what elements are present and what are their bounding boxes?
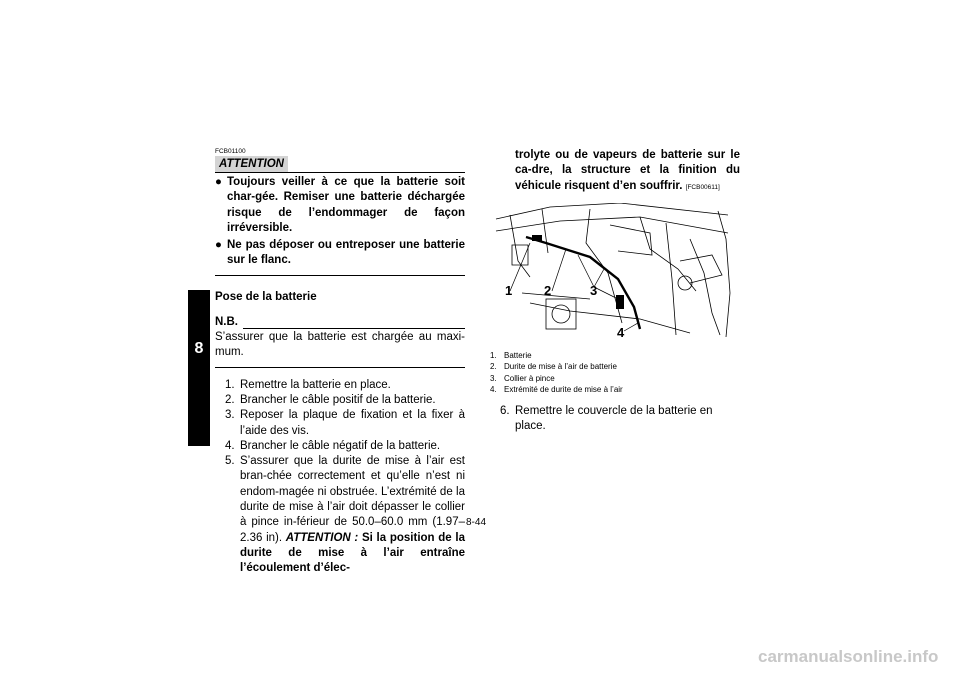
attention-bullet (215, 238, 465, 269)
list-item: 4. Brancher le câble négatif de la batterie. (225, 439, 441, 452)
list-item: 3. Collier à pince (490, 373, 555, 383)
right-column (490, 148, 740, 434)
callout-3: 3 (590, 282, 598, 298)
list-item: 1. Batterie (490, 350, 532, 360)
bullet-text: Toujours veiller à ce que la batterie soit char-gée. Remiser une batterie déchargée risque de l’endommager de façon irréversible. (227, 176, 465, 234)
left-column (215, 148, 465, 577)
note-text: S’assurer que la batterie est chargée au maxi-mum. (215, 331, 465, 359)
continued-attention (490, 148, 740, 195)
list-item: 2. Durite de mise à l’air de batterie (490, 362, 617, 372)
inline-attention-text: Si la position de la durite de mise à l’air entraîne l’écoulement d’élec- (240, 531, 465, 575)
section-heading: Pose de la batterie (215, 290, 317, 303)
frame-drawing (490, 203, 735, 338)
watermark: carmanualsonline.info (758, 647, 939, 666)
callout-4: 4 (617, 324, 625, 338)
bullet-icon: ● (215, 176, 222, 188)
note-end-rule (215, 367, 465, 368)
bullet-text: Ne pas déposer ou entreposer une batterie sur le flanc. (227, 239, 465, 267)
battery-illustration (490, 203, 735, 338)
continued-code: [FCB00611] (685, 183, 720, 191)
list-item: 5. S’assurer que la durite de mise à l’air est bran-chée correctement et qu’elle n’est ni endom-magée ni obstruée. L’extrémité de la durite de mise à l’air doit dépasser le collier à pince in-férieur de 50.0–60.0 mm (1.97–2.36 in). ATTENTION : Si la position de la durite de mise à l’air entraîne l’écoulement d’élec- (225, 455, 465, 575)
attention-rule (215, 172, 465, 173)
note-label: N.B. (215, 315, 240, 330)
list-item: 1. Remettre la batterie en place. (225, 378, 391, 391)
list-item: 2. Brancher le câble positif de la batterie. (225, 393, 436, 406)
continued-text: trolyte ou de vapeurs de batterie sur le ca-dre, la structure et la finition du véhicule risquent d’en souffrir. (515, 149, 740, 192)
page-number: 8-44 (466, 517, 487, 528)
attention-label: ATTENTION (215, 156, 288, 172)
attention-header (215, 156, 465, 173)
list-item: 3. Reposer la plaque de fixation et la fixer à l’aide des vis. (225, 409, 465, 437)
chapter-tab (188, 290, 210, 446)
attention-end-rule (215, 275, 465, 276)
inline-attention-label: ATTENTION : (285, 531, 359, 544)
note-header (215, 315, 465, 330)
attention-code: FCB01100 (215, 148, 246, 155)
step-text: Remettre le couvercle de la batterie en place. (515, 404, 713, 433)
callout-2: 2 (544, 282, 552, 298)
list-item: 6. Remettre le couvercle de la batterie en place. (500, 404, 713, 433)
callout-1: 1 (505, 282, 513, 298)
figure-legend (490, 350, 740, 396)
bullet-icon: ● (215, 239, 222, 252)
steps-list (215, 378, 465, 577)
attention-bullet (215, 175, 465, 236)
chapter-number: 8 (194, 340, 204, 357)
step-text: S’assurer que la durite de mise à l’air est bran-chée correctement et qu’elle n’est ni endom-magée ni obstruée. L’extrémité de la durite de mise à l’air doit dépasser le collier à pince in-férieur de 50.0–60.0 mm (1.97–2.36 in). (240, 455, 465, 544)
note-rule (243, 328, 465, 329)
list-item: 4. Extrémité de durite de mise à l’air (490, 385, 623, 395)
